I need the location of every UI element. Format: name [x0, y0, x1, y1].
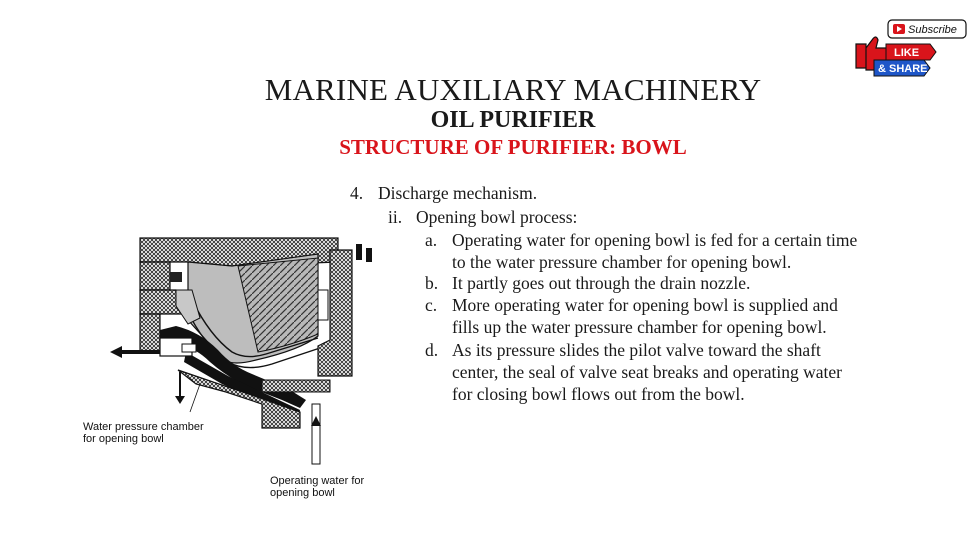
item-text: Discharge mechanism.: [378, 183, 538, 203]
sub-number: ii.: [388, 207, 403, 227]
step-line: It partly goes out through the drain nozzle.: [452, 273, 751, 293]
step-line: center, the seal of valve seat breaks and operating water: [452, 362, 842, 382]
page-title: MARINE AUXILIARY MACHINERY: [264, 72, 762, 107]
like-label[interactable]: LIKE: [894, 47, 920, 59]
step-label: b.: [425, 273, 439, 293]
subscribe-label[interactable]: Subscribe: [908, 24, 957, 36]
step-label: a.: [425, 230, 438, 250]
item-number: 4.: [350, 183, 364, 203]
step-line: More operating water for opening bowl is supplied and: [452, 295, 838, 315]
page-subtitle: OIL PURIFIER: [430, 107, 596, 133]
step-line: to the water pressure chamber for opening bowl.: [452, 252, 792, 272]
section-heading: STRUCTURE OF PURIFIER: BOWL: [339, 135, 687, 159]
share-label[interactable]: & SHARE: [878, 63, 928, 75]
step-line: fills up the water pressure chamber for opening bowl.: [452, 317, 827, 337]
sub-text: Opening bowl process:: [416, 207, 578, 227]
like-subscribe-badge[interactable]: [850, 18, 968, 78]
step-line: As its pressure slides the pilot valve toward the shaft: [452, 340, 821, 360]
step-label: d.: [425, 340, 439, 360]
step-line: for closing bowl flows out from the bowl.: [452, 384, 745, 404]
callout-water-chamber: Water pressure chamber for opening bowl: [83, 421, 204, 445]
step-line: Operating water for opening bowl is fed for a certain time: [452, 230, 858, 250]
callout-operating-water: Operating water for opening bowl: [270, 475, 365, 499]
step-label: c.: [425, 295, 438, 315]
